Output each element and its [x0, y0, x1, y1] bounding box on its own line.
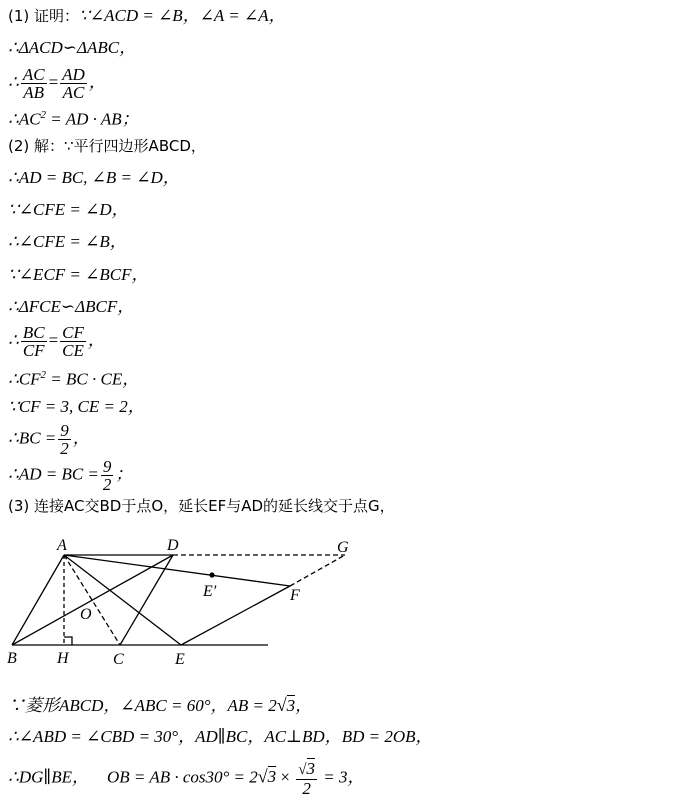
fraction: [296, 760, 317, 797]
fraction-numerator: BC: [22, 323, 45, 342]
sqrt-symbol: √: [257, 766, 268, 787]
radicand: 3: [286, 696, 296, 715]
line-8-math: ∴∠CFE = ∠B，: [8, 232, 127, 251]
line-11: [8, 324, 105, 359]
line-17: [8, 694, 312, 717]
punctuation: ，: [295, 696, 313, 715]
part1-heading: (1) 证明：: [8, 7, 80, 25]
line-13-math: ∵CF = 3, CE = 2，: [8, 397, 145, 416]
line-12: [8, 364, 139, 391]
punctuation: ，: [88, 72, 106, 92]
therefore-symbol: ∴: [8, 72, 19, 92]
line-12-math: ∴CF: [8, 369, 41, 389]
fraction-numerator: [296, 760, 317, 780]
fraction-denominator: AB: [23, 83, 45, 102]
line-6-math: ∴AD = BC, ∠B = ∠D，: [8, 168, 180, 187]
line-6: [8, 167, 180, 189]
part3-heading: (3) 连接AC交BD于点O，延长EF与AD的延长线交于点G，: [8, 497, 395, 515]
line-15: [8, 458, 132, 493]
punctuation: ，: [72, 428, 90, 448]
label-C: C: [113, 651, 124, 668]
line-13: [8, 396, 145, 418]
line-12-math-tail: = BC · CE，: [46, 369, 140, 389]
label-F: F: [290, 587, 300, 604]
label-A: A: [57, 537, 67, 554]
punctuation: ；: [115, 464, 133, 484]
line-9-math: ∵∠ECF = ∠BCF，: [8, 265, 149, 284]
line-19-math-tail: = 3，: [319, 767, 365, 787]
fraction-numerator: 9: [102, 457, 112, 476]
superscript: 2: [40, 369, 47, 381]
line-19-math: ∴DG∥BE，: [8, 767, 89, 787]
times-sign: ×: [276, 767, 295, 787]
fraction-numerator: CF: [62, 323, 84, 342]
line-3: [8, 66, 106, 101]
line-4-math: ∴AC: [8, 109, 41, 129]
line-15-math: ∴AD = BC =: [8, 464, 99, 484]
line-10: [8, 296, 134, 318]
label-G: G: [337, 539, 349, 556]
sqrt-symbol: √: [298, 762, 307, 778]
line-19: [8, 760, 364, 797]
line-1: [8, 5, 286, 27]
line-8: [8, 231, 127, 253]
fraction-denominator: 2: [302, 779, 311, 798]
fraction: [101, 458, 114, 493]
line-9: [8, 264, 149, 286]
line-19-math-mid: OB = AB · cos30° = 2: [107, 767, 258, 787]
label-B: B: [7, 650, 17, 667]
line-14-math: ∴BC =: [8, 428, 57, 448]
equals-sign: =: [48, 72, 59, 92]
equals-sign: =: [48, 330, 59, 350]
line-16: [8, 495, 395, 517]
fraction: [21, 66, 47, 101]
label-D: D: [167, 537, 179, 554]
radicand: 3: [267, 767, 277, 787]
fraction-denominator: 2: [60, 439, 69, 458]
fraction-numerator: AD: [62, 65, 85, 84]
line-18-math: ∴∠ABD = ∠CBD = 30°，AD∥BC，AC⊥BD，BD = 2OB，: [8, 727, 433, 746]
line-17-math: ∵菱形ABCD，∠ABC = 60°，AB = 2: [8, 696, 277, 715]
fraction: [21, 324, 47, 359]
fraction: [60, 66, 87, 101]
fraction-denominator: 2: [102, 475, 112, 494]
line-4-math-tail: = AD · AB；: [46, 109, 139, 129]
line-10-math: ∴ΔFCE∽ΔBCF，: [8, 297, 135, 316]
line-4: [8, 104, 139, 131]
part2-heading: (2) 解：∵平行四边形ABCD，: [8, 137, 206, 155]
label-E: E: [175, 651, 185, 668]
therefore-symbol: ∴: [8, 330, 19, 350]
line-14: [8, 422, 90, 457]
line-18: [8, 726, 433, 748]
fraction: [60, 324, 86, 359]
superscript: 2: [40, 109, 47, 121]
line-7: [8, 199, 129, 221]
fraction-denominator: CF: [22, 341, 45, 360]
line-2: [8, 37, 136, 59]
line-5: [8, 135, 206, 157]
line-2-math: ∴ΔACD∽ΔABC，: [8, 38, 137, 57]
radicand: 3: [306, 759, 315, 778]
fraction-denominator: AC: [62, 83, 85, 102]
label-E-prime: E′: [203, 583, 217, 600]
fraction-numerator: 9: [60, 421, 69, 440]
line-7-math: ∵∠CFE = ∠D，: [8, 200, 129, 219]
geometry-figure: [0, 530, 681, 675]
fraction-numerator: AC: [22, 65, 45, 84]
label-O: O: [80, 606, 92, 623]
line-1-math: ∵∠ACD = ∠B，∠A = ∠A，: [79, 6, 286, 25]
fraction: [58, 422, 71, 457]
label-H: H: [57, 650, 69, 667]
fraction-denominator: CE: [62, 341, 84, 360]
punctuation: ，: [87, 330, 105, 350]
sqrt-symbol: √: [276, 695, 287, 715]
